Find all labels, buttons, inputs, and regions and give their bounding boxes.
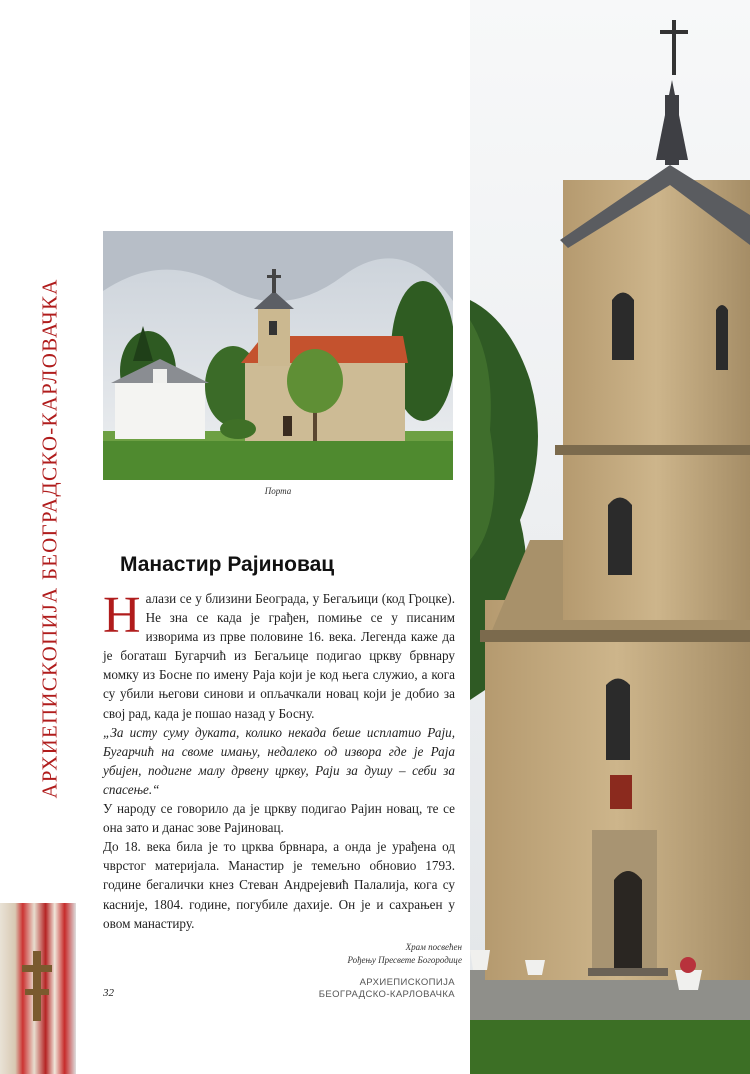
article-heading: Манастир Рајиновац [120,553,335,576]
church-caption-line2: Рођењу Пресвете Богородице [347,955,462,965]
article-body [103,589,455,933]
paragraph-history: До 18. века била је то црква брвнара, а онда је урађена од чврстог материјала. Манастир је темељно обновио 1793. године бегалички кнез Стеван Андрејевић Палалија, кога су касније, 1804. године, погубиле дахије. Он је и сахрањен у овом манастиру. [103,839,455,931]
footer-line1: АРХИЕПИСКОПИЈА [359,977,455,988]
footer-line2: БЕОГРАДСКО-КАРЛОВАЧКА [318,989,455,1000]
running-footer [319,977,455,1001]
paragraph-intro [103,589,455,723]
church-photo-caption [348,941,463,967]
churchyard-photo-drawing [103,231,453,480]
side-title-text: АРХИЕПИСКОПИЈА БЕОГРАДСКО-КАРЛОВАЧКА [37,277,62,799]
paragraph-name-origin: У народу се говорило да је цркву подигао Рајин новац, те се она зато и данас зове Рајиновац. [103,801,455,836]
churchyard-photo [103,231,453,480]
photo-caption: Порта [264,486,292,496]
bell-tower-photo [470,0,750,1074]
page-number: 32 [103,987,114,999]
bell-tower-drawing [470,0,750,1074]
fresco-cross-vertical [33,951,41,1021]
fresco-cross-bar-lower [25,989,49,995]
paragraph-intro-text: алази се у близини Београда, у Бегаљици (код Гроцке). Не зна се када је грађен, помиње се у писаним изворима из прве половине 16. века. Легенда каже да је богаташ Бугарчић из Бегаљице подигао цркву брвнару момку из Босне по имену Раја који је код њега служио, а кога су убили његови синови и опљачкали новац који је добио за свој рад, када је пошао назад у Босну. [103,591,455,721]
vertical-side-title [38,268,62,808]
fresco-image [0,903,76,1074]
fresco-cross-bar [22,965,52,972]
church-caption-line1: Храм посвећен [405,942,462,952]
drop-cap: Н [103,587,141,644]
legend-quote: „За исту суму дуката, колико некада беше исплатио Раји, Бугарчић на своме имању, недалеко од извора где је Раја убијен, подигне малу дрвену цркву, Раји за душу – себи за спасење.“ [103,724,455,797]
